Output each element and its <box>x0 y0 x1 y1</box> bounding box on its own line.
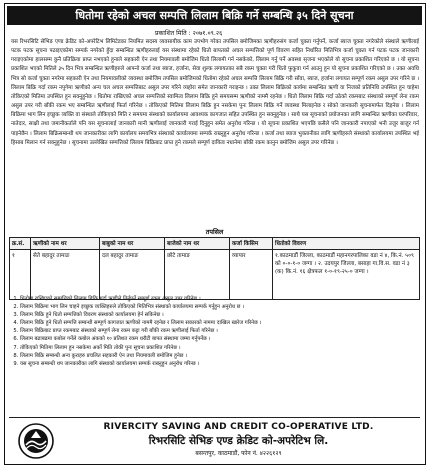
condition-item: 2. लिलाम बिक्रिमा भाग लिन चाहने इच्छुक व्यक्तिहरुले तोकिएको मितिभित्र संस्थाको कार्यालयमा सम्पर्क गर्नुहुन अनुरोध छ । <box>20 303 419 311</box>
header-loan-type: कर्जा किसिम <box>230 238 273 250</box>
auction-notice <box>4 3 426 465</box>
conditions-list <box>11 295 419 368</box>
condition-item: 4. लिलाम बिक्रि हुने धितो सम्पत्ति सम्बन्धी सम्पूर्ण कागजात ऋणीको नाममै रहनेछ र लिलाम सकारको नाममा दाखिल खारेज गरिनेछ । <box>20 319 419 327</box>
cell-loan-type: व्यापार <box>230 250 273 300</box>
cell-father-name: दल बहादुर तामाङ <box>100 250 165 300</box>
company-name-nepali: रिभरसिटि सेभिङ एण्ड क्रेडिट को-अपरेटिभ लि. <box>148 435 329 447</box>
co-operative-seal-icon <box>17 422 55 460</box>
cell-borrower-name: सेते बहादुर तामाङ <box>31 250 100 300</box>
condition-item: 9. यस सूचना सम्बन्धी थप जानकारीका लागि संस्थाको कार्यालयमा सम्पर्क राख्नुहुन अनुरोध गरिन्छ । <box>20 360 419 368</box>
table-header-row <box>10 238 420 250</box>
company-name-english: RIVERCITY SAVING AND CREDIT CO-OPERATIVE LTD. <box>103 422 374 432</box>
condition-item: 7. तोकिएको मितिमा लिलाम हुन नसकेमा अर्को मिति तोकी पुनः सूचना प्रकाशित गरिनेछ । <box>20 344 419 352</box>
company-footer <box>9 417 420 462</box>
condition-item: 1. धितोमा राखिएको सम्पत्तिको लिलाम बिक्रि गर्दा ऋणीले तिर्नुपर्ने सम्पूर्ण रकम असुल उपर गरिनेछ । <box>20 295 419 303</box>
table-row <box>10 250 420 300</box>
condition-item: 8. लिलाम बिक्रि सम्बन्धी अन्य कुराहरु प्रचलित सहकारी ऐन तथा नियमावली बमोजिम हुनेछ । <box>20 352 419 360</box>
notice-title: धितोमा रहेको अचल सम्पत्ति लिलाम बिक्रि गर्ने सम्बन्धि ३५ दिने सूचना <box>7 6 422 25</box>
header-borrower-name: ऋणीको नाम थर <box>31 238 100 250</box>
condition-item: 3. लिलाम बिक्रि हुने धितो सम्पत्तिको विवरण संस्थाको कार्यालयमा हेर्न सकिनेछ । <box>20 311 419 319</box>
notice-body: यस रिभरसिटि सेभिङ एण्ड क्रेडिट को-अपरेटिभ लिमिटेडका नियमित सदस्य व्यवसायीक काम उपभोग गरेका तपसिल बमोजिमका ऋणीहरुसंग कर्जा चुक्ता गर्नुपर्ने, कर्जा ब्याज चुक्ता नगरेकोले संस्थाले ऋणीलाई पटक पटक सूचना पठाइएकोमा सम्पर्क नगरेको हुँदा सम्बन्धित ऋणीहरुलाई यस संस्थामा रहेको धितो बापतको अचल सम्पत्तिको पूर्ण विवरण सहित निर्धारित मितिभित्र कर्जा चुक्ता गर्न पटक पटक जानकारी गराइएकोमा हालसम्म कुनै प्रतिक्रिया प्राप्त नभएको हुनाले सहकारी ऐन तथा नियमावली बमोजिम धितो लिलामी गर्न नसकेको, लिलाम गर्नु पर्ने अवस्था सृजना भएकोले यो सूचना प्रकाशित गरिएको छ । यो सूचना प्रकाशित भएको मितिले ३५ दिन भित्र सम्बन्धित ऋणीहरुले आफ्नो कर्जा तथा ब्याज, हर्जाना, सेवा शुल्क लगायतका सबै रकम चुक्ता गरी धितो फुकुवा गर्न आउनु हुन यो सूचना प्रकाशित गरिएको छ । उक्त अवधि भित्र सो कर्जा चुक्ता नगरेमा सहकारी ऐन तथा नियमावलीको व्यवस्था बमोजिम तपसिल बमोजिमको धितोमा रहेको अचल सम्पत्ति लिलाम बिक्रि गरी साँवा, ब्याज, हर्जाना लगायत सम्पूर्ण रकम असुल उपर गरिने छ । लिलाम बिक्रि गर्दा रकम नपुगेमा ऋणीको अन्य चल अचल सम्पत्तिबाट असुल उपर गरिने व्यहोरा समेत जानकारी गराइन्छ । उक्त लिलाम बिक्रिको कार्यमा सम्बन्धित ऋणी वा निजको प्रतिनिधि उपस्थित हुन चाहेमा तोकिएको मितिमा उपस्थित हुन सक्नुहुनेछ । धितोमा राखिएको अचल सम्पत्तिको स्वामित्व लिलाम बिक्रि हुने समयसम्म ऋणीको नाममै रहनेछ । धितो लिलाम बिक्रि गर्दा उठेको रकमबाट संस्थाको सम्पूर्ण लेना रकम असुल उपर गरी बाँकी रकम भए सम्बन्धित ऋणीलाई फिर्ता गरिनेछ । तोकिएको मितिमा लिलाम बिक्रि हुन नसकेमा पुनः लिलाम बिक्रि गर्ने व्यवस्था मिलाइनेछ र सोको जानकारी सूचनामार्फत दिइनेछ । लिलाम बिक्रिमा भाग लिन इच्छुक व्यक्ति वा संस्थाले तोकिएको मिति र समयमा संस्थाको कार्यालयमा आवश्यक कागजात सहित उपस्थित हुन सक्नुहुनेछ । साथै यस सूचनाको प्रयोजनका लागि सम्बन्धित ऋणीका घरपरिवार, नातेदार, साक्षी तथा जमानीकर्ताले पनि यस सूचनालाई जानकारी मानी ऋणीलाई जानकारी गराई दिनुहुन समेत अनुरोध गरिन्छ । यो सूचना प्रकाशित भएपछि कसैले पनि जानकारी नपाएको भनी उजुर बाजुर गर्न पाइनेछैन । लिलाम बिक्रिसम्बन्धी थप जानकारीका लागि कार्यालय समयभित्र संस्थाको कार्यालयमा सम्पर्क राख्नुहुन अनुरोध गरिन्छ । कर्जा तथा ब्याज भुक्तानीका लागि ऋणीहरुले संस्थाको कार्यालयमा उपस्थित भई हिसाब मिलान गर्न सक्नुहुनेछ । सूचनामा उल्लेखित सम्पत्तिको लिलाम बिक्रिबाट प्राप्त हुने रकमले सम्पूर्ण दायित्व नधानेमा बाँकी रकम कानुन बमोजिम असुल उपर गरिनेछ । <box>11 39 419 146</box>
borrower-table <box>9 237 420 300</box>
company-address: बसन्तपुर, काठमाडौं, फोन नं. ४२२६१२९ <box>195 450 282 457</box>
cell-collateral: १.काठमाडौं जिल्ला, काठमाडौं महानगरपालिका वडा नं ४, कि.नं. ५०९ को ०-०-१-० जग्गा । २. उदयपुर जिल्ला, बसाहा गा.वि.स. वडा नं ३ (क) कि.नं. १६ क्षेत्रफल १-०-१९-२५-० जग्गा । <box>273 250 420 300</box>
cell-serial: १ <box>10 250 31 300</box>
publication-date: प्रकाशित मिति : २०७१.०९.२६ <box>155 30 223 37</box>
header-serial: क्र.सं. <box>10 238 31 250</box>
header-father-name: बाबुको नाम थर <box>100 238 165 250</box>
condition-item: 5. लिलाम बिक्रिबाट प्राप्त रकमबाट संस्थाको सम्पूर्ण लेना रकम कट्टा गरी बाँकी रकम ऋणीलाई फिर्ता गरिनेछ । <box>20 327 419 335</box>
header-collateral: धितोको विवरण <box>273 238 420 250</box>
cell-grandfather-name: छोटे तामाङ <box>165 250 230 300</box>
condition-item: 6. लिलाम बढाबढमा कबोल गर्नेले कबोल अंकको १० प्रतिशत रकम धरौटी बापत संस्थामा जम्मा गर्नुपर्नेछ । <box>20 335 419 343</box>
schedule-heading: तपसिल <box>205 228 224 236</box>
header-grandfather-name: बाजेको नाम थर <box>165 238 230 250</box>
